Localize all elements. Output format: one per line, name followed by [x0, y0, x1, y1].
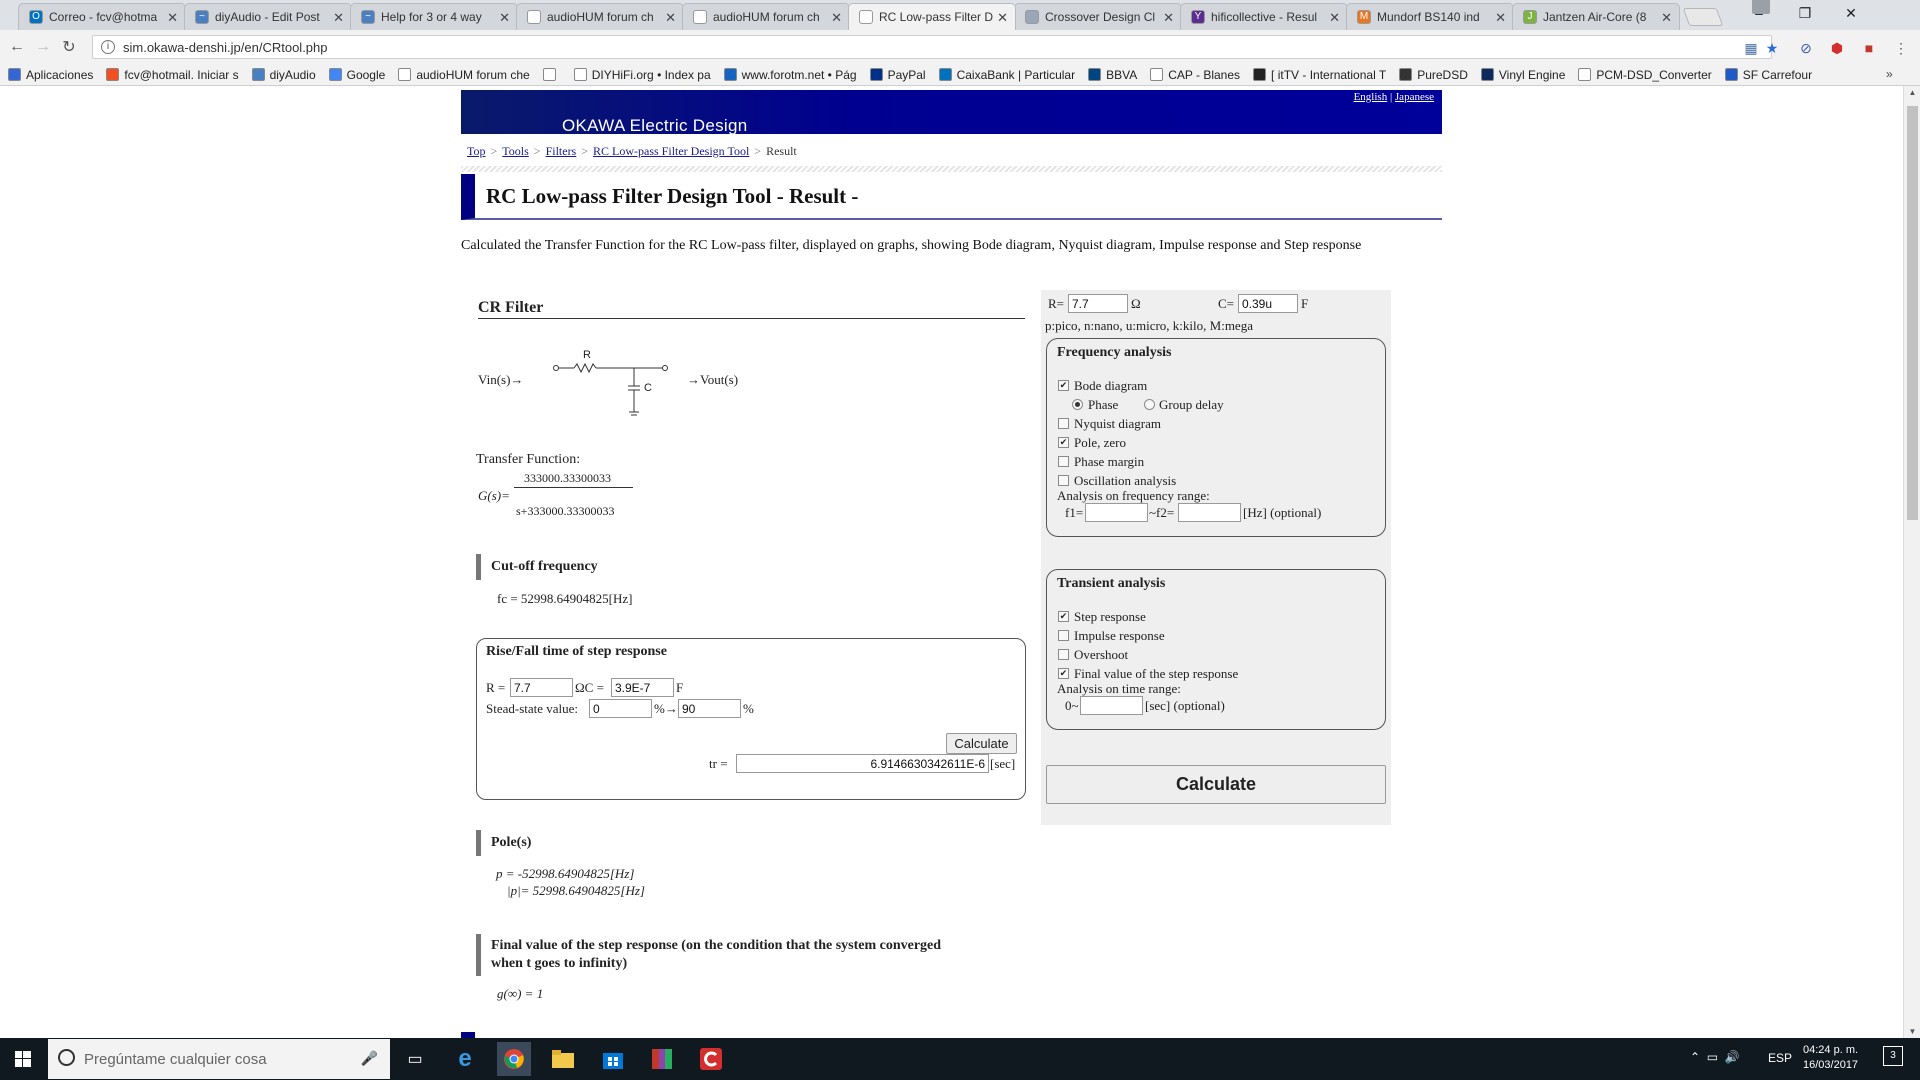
pole-magnitude: |p|= 52998.64904825[Hz]	[507, 883, 645, 898]
web-page	[0, 86, 1903, 1038]
bookmark-star-icon[interactable]: ★	[1765, 40, 1779, 56]
steady-from-input[interactable]	[589, 699, 652, 718]
tab-label: Jantzen Air-Core (8	[1543, 10, 1647, 24]
transient-analysis-heading: Transient analysis	[1057, 576, 1166, 591]
tab-close-icon[interactable]: ✕	[167, 10, 178, 25]
browser-tab[interactable]	[1512, 3, 1680, 30]
bookmark-label: [ itTV - International T	[1271, 67, 1387, 82]
language-separator: |	[1389, 91, 1393, 103]
transfer-function-lhs: G(s)=	[478, 488, 510, 503]
circuit-diagram	[478, 344, 778, 434]
f2-input[interactable]	[1178, 503, 1241, 522]
cutoff-frequency-value: fc = 52998.64904825[Hz]	[497, 591, 633, 606]
chrome-icon[interactable]	[497, 1042, 531, 1076]
browser-toolbar	[0, 30, 1920, 64]
bookmark-label: PCM-DSD_Converter	[1596, 67, 1712, 82]
overshoot-checkbox[interactable]	[1058, 649, 1069, 660]
rise-f-unit: F	[676, 680, 684, 695]
bookmark-item[interactable]	[1150, 68, 1240, 82]
nyquist-checkbox[interactable]	[1058, 418, 1069, 429]
breadcrumb-current: Result	[766, 144, 797, 158]
tab-label: Help for 3 or 4 way	[381, 10, 482, 24]
bookmark-label: Aplicaciones	[26, 67, 94, 82]
browser-tab[interactable]	[1346, 3, 1514, 30]
tr-unit: [sec]	[990, 756, 1016, 771]
site-header	[461, 90, 1442, 134]
microphone-icon[interactable]: 🎤	[360, 1050, 378, 1066]
translate-icon[interactable]: ▦	[1744, 40, 1758, 56]
transfer-function-label: Transfer Function:	[476, 452, 581, 467]
windows-icon	[106, 68, 119, 81]
tab-favicon-icon	[527, 10, 541, 24]
page-icon	[574, 68, 587, 81]
close-window-button[interactable]: ✕	[1845, 5, 1857, 21]
tab-label: diyAudio - Edit Post	[215, 10, 320, 24]
language-indicator[interactable]: ESP	[1768, 1051, 1793, 1065]
cutoff-frequency-heading: Cut-off frequency	[476, 554, 598, 580]
caixabank-icon	[939, 68, 952, 81]
tab-close-icon[interactable]: ✕	[1495, 10, 1506, 25]
scroll-down-icon[interactable]: ▼	[1908, 1027, 1917, 1036]
tab-close-icon[interactable]: ✕	[831, 10, 842, 25]
block-icon[interactable]: ⊘	[1800, 40, 1812, 56]
tab-close-icon[interactable]: ✕	[333, 10, 344, 25]
page-icon	[1578, 68, 1591, 81]
tr-output[interactable]	[736, 754, 989, 773]
rise-c-input[interactable]	[611, 678, 674, 697]
restore-button[interactable]: ❐	[1798, 5, 1812, 21]
bookmark-item[interactable]	[724, 68, 857, 82]
taskbar-search[interactable]	[48, 1039, 390, 1079]
bookmark-item[interactable]	[106, 68, 238, 82]
info-icon[interactable]: i	[101, 40, 115, 54]
search-placeholder: Pregúntame cualquier cosa	[84, 1050, 267, 1068]
bookmark-label: Google	[346, 67, 386, 82]
bode-label: Bode diagram	[1074, 378, 1148, 393]
winrar-icon[interactable]	[645, 1042, 679, 1076]
english-link[interactable]: English	[1353, 91, 1388, 103]
panel-r-unit: Ω	[1131, 296, 1141, 311]
sec-optional-label: [sec] (optional)	[1145, 698, 1225, 713]
final-value-checkbox[interactable]: ✔	[1059, 668, 1068, 678]
browser-tab[interactable]	[184, 3, 352, 30]
profile-icon[interactable]	[1752, 0, 1770, 14]
tab-close-icon[interactable]: ✕	[1163, 10, 1174, 25]
scrollbar-thumb[interactable]	[1907, 106, 1918, 520]
bookmark-item[interactable]	[8, 68, 93, 82]
breadcrumb-tools[interactable]: Tools	[502, 144, 529, 158]
bookmark-item[interactable]	[543, 68, 561, 81]
more-bookmarks-icon[interactable]: »	[1886, 67, 1893, 81]
capacitor-label: C	[644, 382, 652, 394]
tr-label: tr =	[709, 756, 728, 771]
title-box	[461, 174, 1442, 220]
fraction-bar	[514, 487, 633, 488]
final-value-heading-line2: when t goes to infinity)	[491, 956, 628, 971]
google-icon	[329, 68, 342, 81]
ittv-icon	[1253, 68, 1266, 81]
scroll-up-icon[interactable]: ▲	[1908, 88, 1917, 97]
file-explorer-icon[interactable]	[546, 1042, 580, 1076]
forotm-icon	[724, 68, 737, 81]
page-icon	[1150, 68, 1163, 81]
tab-label: hificollective - Resul	[1211, 10, 1318, 24]
bookmark-item[interactable]	[1088, 68, 1137, 82]
bookmark-label: fcv@hotmail. Iniciar s	[124, 67, 239, 82]
bookmark-label: audioHUM forum che	[416, 67, 530, 82]
percent-unit: %	[743, 701, 754, 716]
breadcrumb-rc-tool[interactable]: RC Low-pass Filter Design Tool	[593, 144, 750, 158]
bookmark-item[interactable]	[1725, 68, 1812, 82]
pole-value: p = -52998.64904825[Hz]	[496, 866, 635, 881]
oscillation-label: Oscillation analysis	[1074, 473, 1177, 488]
tab-label: Mundorf BS140 ind	[1377, 10, 1480, 24]
vout-label: →Vout(s)	[687, 372, 739, 387]
bookmark-label: Vinyl Engine	[1498, 67, 1566, 82]
parameter-panel	[1041, 290, 1391, 825]
adblock-icon[interactable]: ⬢	[1830, 40, 1844, 56]
page-title: RC Low-pass Filter Design Tool - Result -	[486, 184, 859, 208]
time-start-label: 0~	[1065, 698, 1079, 713]
task-view-icon[interactable]: ▭	[407, 1051, 423, 1068]
edge-icon[interactable]: e	[458, 1045, 472, 1072]
rise-omega-c-label: ΩC =	[575, 680, 604, 695]
windows-start-icon[interactable]	[6, 1042, 40, 1076]
site-brand: OKAWA Electric Design	[562, 116, 748, 135]
resistor-label: R	[583, 349, 591, 361]
tab-close-icon[interactable]: ✕	[1661, 10, 1672, 25]
phase-margin-label: Phase margin	[1074, 454, 1145, 469]
vin-label: Vin(s)→	[478, 372, 524, 387]
bookmark-label: SF Carrefour	[1742, 67, 1813, 82]
tab-close-icon[interactable]: ✕	[1329, 10, 1340, 25]
language-links	[1354, 91, 1434, 103]
divider	[461, 166, 1442, 172]
bookmark-label: CAP - Blanes	[1168, 67, 1241, 82]
poles-heading: Pole(s)	[476, 830, 531, 856]
impulse-response-label: Impulse response	[1074, 628, 1165, 643]
bookmark-label: DIYHiFi.org • Index pa	[591, 67, 711, 82]
breadcrumb-filters[interactable]: Filters	[545, 144, 577, 158]
tray-icons[interactable]: ⌃ ▭ 🔊	[1690, 1050, 1740, 1064]
rise-r-label: R =	[486, 680, 506, 695]
browser-tab[interactable]	[516, 3, 684, 30]
menu-icon[interactable]: ⋮	[1894, 40, 1908, 56]
bookmarks-bar	[0, 64, 1920, 86]
puredsd-icon	[1399, 68, 1412, 81]
f1-input[interactable]	[1085, 503, 1148, 522]
final-value-heading-line1: Final value of the step response (on the condition that the system converged	[491, 938, 942, 953]
f1-label: f1=	[1065, 505, 1084, 520]
url-text: sim.okawa-denshi.jp/en/CRtool.php	[123, 39, 328, 55]
new-tab-button[interactable]	[1683, 8, 1724, 26]
paypal-icon	[870, 68, 883, 81]
bookmark-label: PayPal	[887, 67, 926, 82]
tab-close-icon[interactable]: ✕	[499, 10, 510, 25]
browser-tab[interactable]	[1180, 3, 1348, 30]
breadcrumb-top[interactable]: Top	[467, 144, 486, 158]
clock-time: 04:24 p. m.	[1803, 1044, 1859, 1056]
windows-taskbar	[0, 1038, 1920, 1080]
bookmark-label: CaixaBank | Particular	[956, 67, 1076, 82]
rise-time-heading: Rise/Fall time of step response	[486, 644, 667, 659]
hz-optional-label: [Hz] (optional)	[1243, 505, 1322, 520]
tab-favicon-icon: O	[29, 10, 43, 24]
transient-analysis-box	[1046, 569, 1386, 730]
frequency-range-label: Analysis on frequency range:	[1057, 488, 1210, 503]
bode-checkbox[interactable]: ✔	[1059, 380, 1068, 390]
tab-favicon-icon	[859, 10, 873, 24]
main-calculate-button[interactable]: Calculate	[1046, 765, 1386, 804]
tab-favicon-icon: Y	[1191, 10, 1205, 24]
extension-icon[interactable]: ■	[1864, 40, 1874, 56]
rise-time-box	[476, 638, 1026, 800]
tab-label: audioHUM forum ch	[547, 10, 654, 24]
final-value-label: Final value of the step response	[1074, 666, 1239, 681]
diyaudio-icon	[252, 68, 265, 81]
page-icon	[398, 68, 411, 81]
bookmark-item[interactable]	[1578, 68, 1711, 82]
phase-label: Phase	[1088, 397, 1119, 412]
browser-tab[interactable]	[350, 3, 518, 30]
pole-zero-label: Pole, zero	[1074, 435, 1126, 450]
clock-date: 16/03/2017	[1803, 1059, 1859, 1071]
frequency-analysis-box	[1046, 338, 1386, 537]
bookmark-item[interactable]	[939, 68, 1076, 82]
bookmark-label: PureDSD	[1417, 67, 1468, 82]
f2-label: ~f2=	[1149, 505, 1175, 520]
notification-center-icon[interactable]	[1883, 1046, 1903, 1066]
percent-arrow: %→	[654, 701, 678, 716]
panel-c-label: C=	[1218, 296, 1235, 311]
overshoot-label: Overshoot	[1074, 647, 1129, 662]
resistor-symbol	[574, 364, 596, 372]
tab-favicon-icon: ~	[361, 10, 375, 24]
page-icon	[543, 68, 556, 81]
page-scrollbar[interactable]	[1903, 86, 1920, 1038]
group-delay-label: Group delay	[1159, 397, 1224, 412]
bookmark-label: www.forotm.net • Pág	[741, 67, 857, 82]
time-range-label: Analysis on time range:	[1057, 681, 1181, 696]
phase-margin-checkbox[interactable]	[1058, 456, 1069, 467]
browser-tab-strip	[0, 0, 1920, 30]
browser-tab[interactable]	[18, 3, 186, 30]
steady-state-label: Stead-state value:	[486, 701, 579, 716]
panel-c-unit: F	[1301, 296, 1309, 311]
step-response-label: Step response	[1074, 609, 1146, 624]
tab-favicon-icon: ~	[195, 10, 209, 24]
bookmark-item[interactable]	[252, 68, 316, 82]
nyquist-label: Nyquist diagram	[1074, 416, 1162, 431]
bookmark-item[interactable]	[1399, 68, 1468, 82]
clock[interactable]	[1803, 1043, 1858, 1073]
transfer-function-numerator: 333000.33300033	[524, 471, 611, 485]
tab-favicon-icon: J	[1523, 10, 1537, 24]
ccleaner-icon[interactable]	[694, 1042, 728, 1076]
pole-zero-checkbox[interactable]: ✔	[1059, 437, 1068, 447]
tab-close-icon[interactable]: ✕	[997, 10, 1008, 25]
phase-radio[interactable]	[1072, 399, 1083, 410]
panel-c-input[interactable]	[1238, 294, 1298, 313]
japanese-link[interactable]: Japanese	[1394, 91, 1434, 103]
impulse-response-checkbox[interactable]	[1058, 630, 1069, 641]
notification-count: 3	[1890, 1050, 1896, 1061]
prefix-help: p:pico, n:nano, u:micro, k:kilo, M:mega	[1045, 318, 1253, 333]
browser-tab[interactable]	[1014, 3, 1182, 30]
carrefour-icon	[1725, 68, 1738, 81]
oscillation-checkbox[interactable]	[1058, 475, 1069, 486]
filter-title: CR Filter	[478, 299, 1025, 319]
steady-to-input[interactable]	[678, 699, 741, 718]
bookmark-item[interactable]	[329, 68, 386, 82]
back-icon[interactable]: ←	[9, 38, 25, 55]
panel-r-input[interactable]	[1068, 294, 1128, 313]
rise-calculate-button[interactable]: Calculate	[946, 733, 1017, 754]
apps-icon	[8, 68, 21, 81]
rise-r-input[interactable]	[510, 678, 573, 697]
tab-label: audioHUM forum ch	[713, 10, 820, 24]
tab-favicon-icon	[693, 10, 707, 24]
step-response-checkbox[interactable]: ✔	[1059, 611, 1068, 621]
vinylengine-icon	[1481, 68, 1494, 81]
transfer-function-denominator: s+333000.33300033	[516, 504, 615, 518]
breadcrumb: Top > Tools > Filters > RC Low-pass Filter Design Tool > Result	[467, 144, 797, 158]
bookmark-label: diyAudio	[269, 67, 316, 82]
forward-icon[interactable]: →	[35, 38, 51, 55]
bookmark-item[interactable]	[870, 68, 926, 82]
bookmark-item[interactable]	[1253, 68, 1386, 82]
tab-close-icon[interactable]: ✕	[665, 10, 676, 25]
store-icon[interactable]	[596, 1042, 630, 1076]
final-value-result: g(∞) = 1	[497, 986, 544, 1001]
browser-tab[interactable]	[848, 3, 1016, 30]
tab-favicon-icon: M	[1357, 10, 1371, 24]
browser-tab[interactable]	[682, 3, 850, 30]
time-input[interactable]	[1080, 696, 1143, 715]
panel-r-label: R=	[1048, 296, 1065, 311]
tab-label: Crossover Design Cl	[1045, 10, 1156, 24]
address-bar[interactable]	[92, 35, 1772, 59]
frequency-analysis-heading: Frequency analysis	[1057, 345, 1172, 360]
bookmark-label: BBVA	[1106, 67, 1138, 82]
bbva-icon	[1088, 68, 1101, 81]
reload-icon[interactable]: ↻	[62, 39, 76, 56]
tab-label: RC Low-pass Filter D	[879, 10, 993, 24]
tab-label: Correo - fcv@hotma	[49, 10, 158, 24]
page-description: Calculated the Transfer Function for the RC Low-pass filter, displayed on graphs, showing Bode diagram, Nyquist diagram, Impulse response and Step response	[461, 238, 1362, 253]
bookmark-item[interactable]	[574, 68, 711, 82]
final-value-heading	[476, 934, 941, 976]
tab-favicon-icon	[1025, 10, 1039, 24]
bookmark-item[interactable]	[1481, 68, 1566, 82]
bookmark-item[interactable]	[398, 68, 529, 82]
group-delay-radio[interactable]	[1144, 399, 1155, 410]
cortana-icon	[58, 1049, 75, 1066]
